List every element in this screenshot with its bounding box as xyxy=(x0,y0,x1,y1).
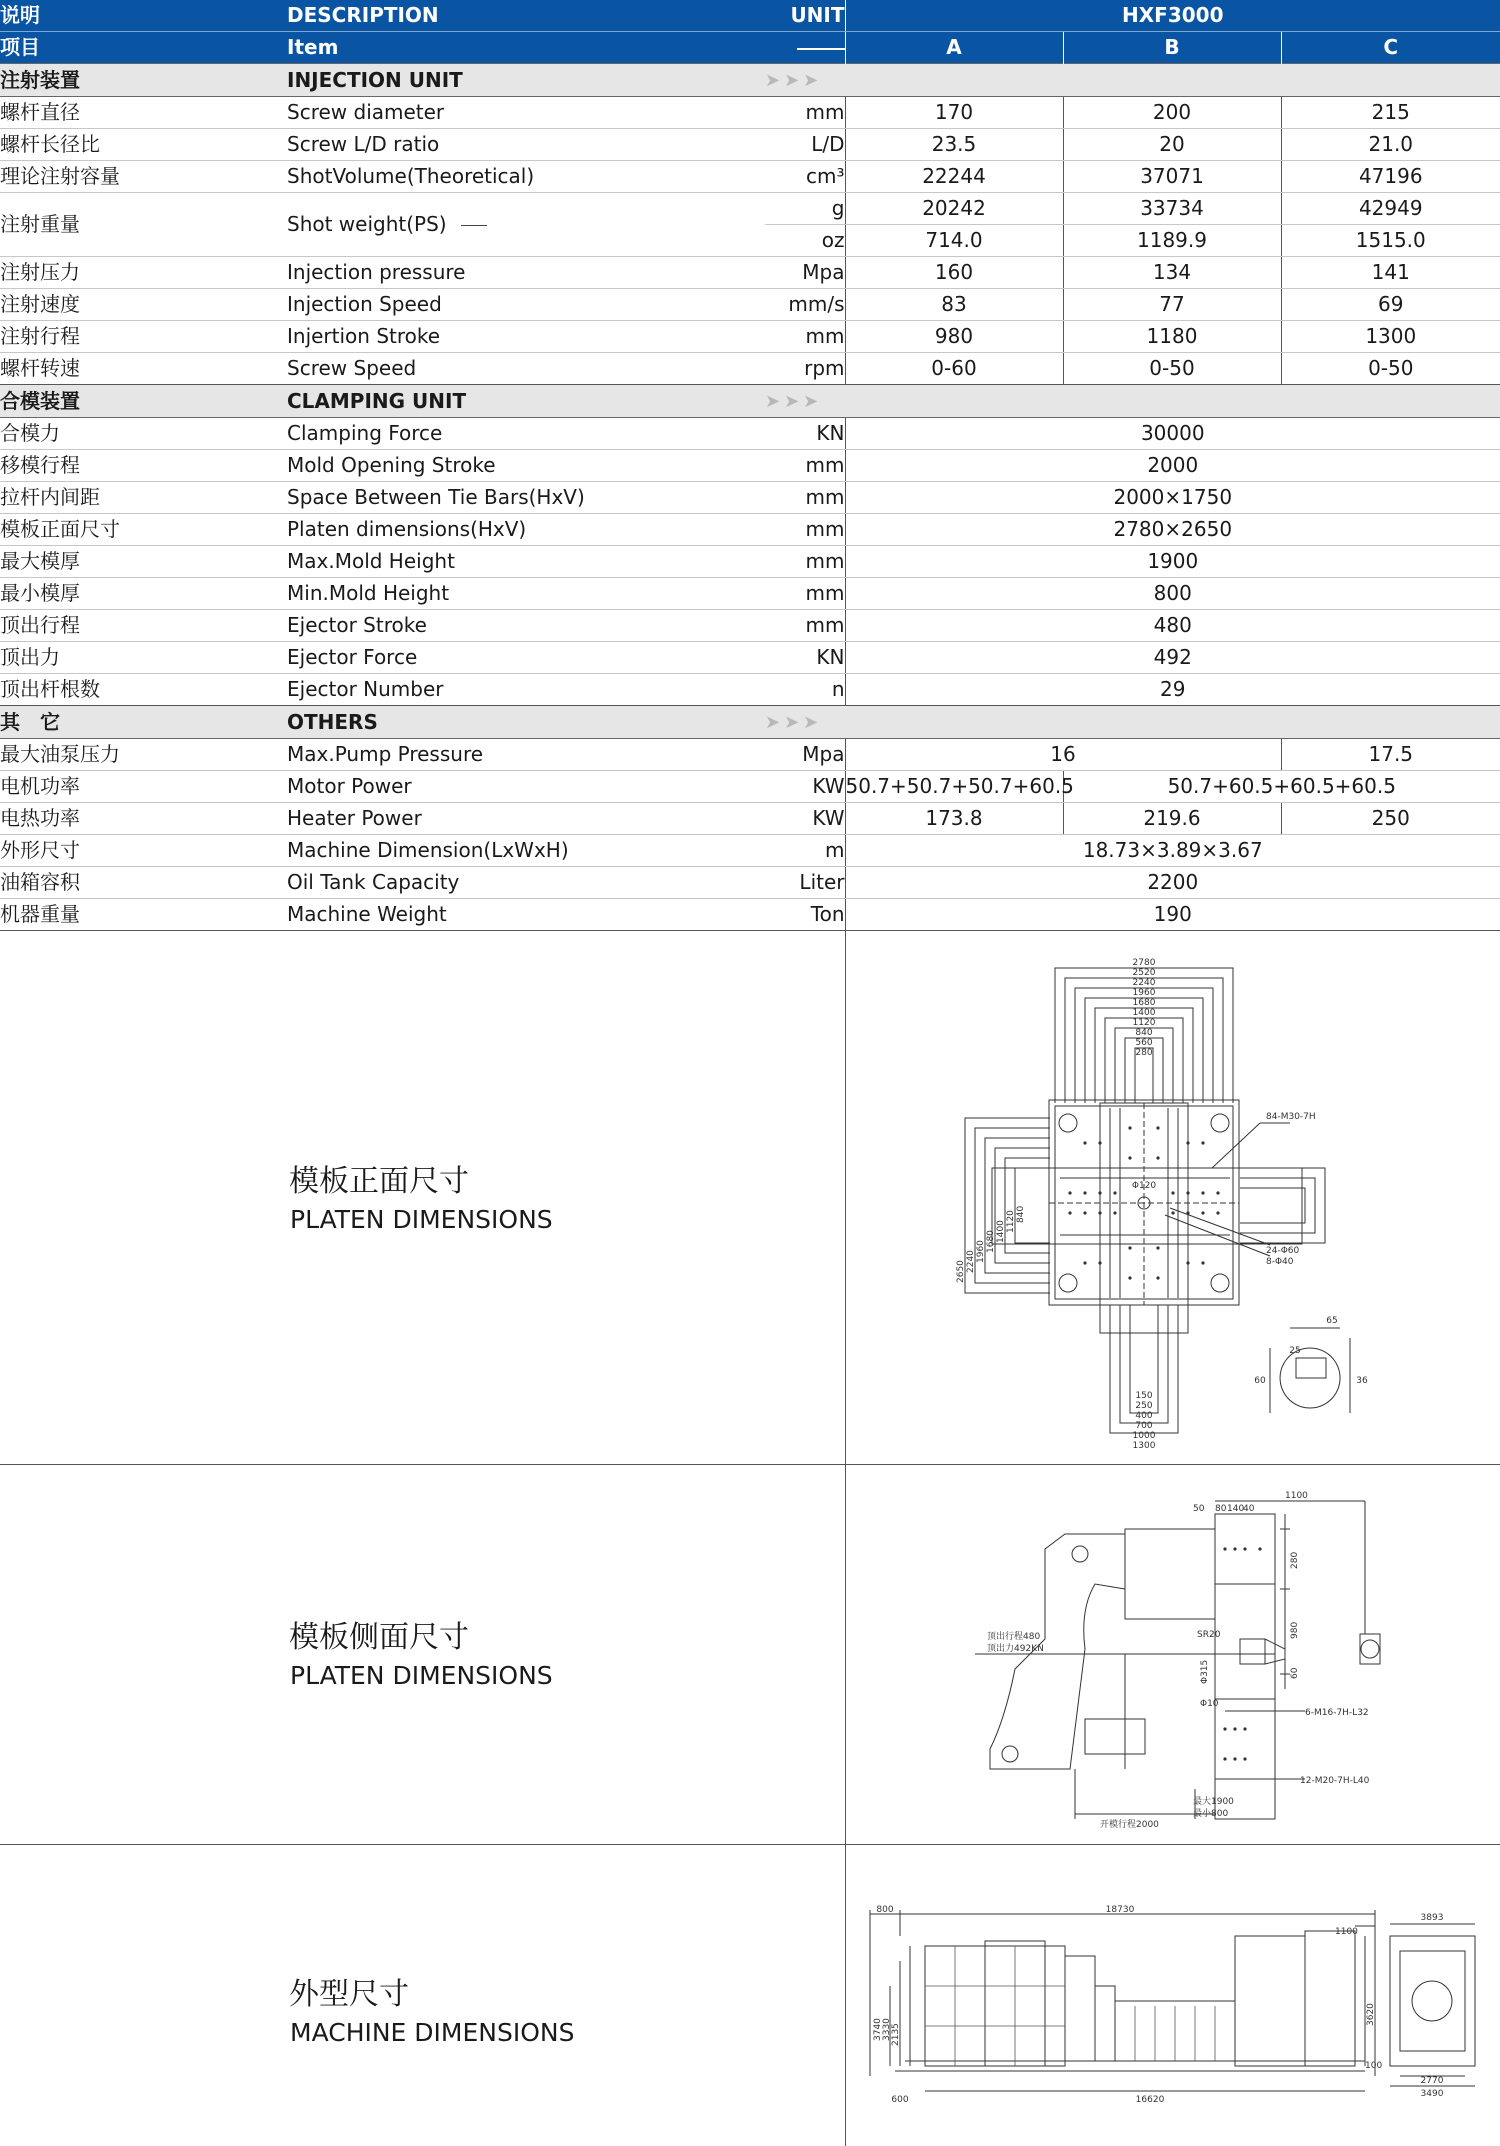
value-all: 29 xyxy=(845,674,1500,706)
row-en: ShotVolume(Theoretical) xyxy=(287,161,765,193)
dim-label: 3893 xyxy=(1420,1913,1444,1923)
dim-label: 36 xyxy=(1356,1376,1368,1386)
row-cn: 螺杆转速 xyxy=(0,353,287,385)
dim-label: 150 xyxy=(1135,1391,1153,1401)
table-row xyxy=(0,899,1500,931)
header-col-a: A xyxy=(845,32,1063,64)
row-unit: mm/s xyxy=(765,289,845,321)
section-arrows xyxy=(765,385,845,418)
value-b: 200 xyxy=(1063,97,1281,129)
value-a: 20242 xyxy=(845,193,1063,225)
section-arrows xyxy=(765,64,845,97)
value-all: 2200 xyxy=(845,867,1500,899)
table-row xyxy=(0,546,1500,578)
row-en: Ejector Number xyxy=(287,674,765,706)
dim-label: 60 xyxy=(1254,1376,1266,1386)
row-unit: mm xyxy=(765,610,845,642)
row-cn: 移模行程 xyxy=(0,450,287,482)
row-en: Heater Power xyxy=(287,803,765,835)
row-cn: 注射行程 xyxy=(0,321,287,353)
value-c: 1300 xyxy=(1281,321,1500,353)
header-model: HXF3000 xyxy=(845,0,1500,32)
value-c: 250 xyxy=(1281,803,1500,835)
section-cn: 注射装置 xyxy=(0,64,287,97)
row-en: Ejector Force xyxy=(287,642,765,674)
row-en: Machine Weight xyxy=(287,899,765,931)
dim-label: 400 xyxy=(1135,1411,1153,1421)
row-en: Screw Speed xyxy=(287,353,765,385)
value-all: 30000 xyxy=(845,418,1500,450)
value-all: 480 xyxy=(845,610,1500,642)
row-unit: KW xyxy=(765,803,845,835)
row-cn: 螺杆直径 xyxy=(0,97,287,129)
dim-label: 2650 xyxy=(956,1260,966,1283)
section-others xyxy=(0,706,1500,739)
dim-label: 840 xyxy=(1135,1028,1153,1038)
table-row xyxy=(0,97,1500,129)
dim-label: 280 xyxy=(1290,1551,1300,1569)
table-row xyxy=(0,321,1500,353)
value-a: 0-60 xyxy=(845,353,1063,385)
row-unit: g xyxy=(765,193,845,225)
machine-drawing xyxy=(865,1906,1485,2106)
dim-label: 80 xyxy=(1215,1504,1227,1514)
dim-label: 560 xyxy=(1135,1038,1153,1048)
row-unit: mm xyxy=(765,321,845,353)
section-arrows xyxy=(765,706,845,739)
dim-label: 140 xyxy=(1227,1504,1245,1514)
value-all: 18.73×3.89×3.67 xyxy=(845,835,1500,867)
row-cn: 最大油泵压力 xyxy=(0,739,287,771)
dim-label: 1120 xyxy=(1006,1210,1016,1233)
header-col-b: B xyxy=(1063,32,1281,64)
row-unit: Mpa xyxy=(765,739,845,771)
dim-label: 840 xyxy=(1016,1205,1026,1223)
row-cn: 外形尺寸 xyxy=(0,835,287,867)
dim-label: 25 xyxy=(1289,1346,1301,1356)
row-cn: 顶出杆根数 xyxy=(0,674,287,706)
dim-label: 250 xyxy=(1135,1401,1153,1411)
row-cn: 注射重量 xyxy=(0,193,287,257)
value-a: 83 xyxy=(845,289,1063,321)
row-en: Shot weight(PS) xyxy=(287,212,447,236)
dim-label: 100 xyxy=(1365,2061,1383,2071)
dim-label: Φ10 xyxy=(1200,1699,1219,1709)
dim-label: 800 xyxy=(876,1905,894,1915)
row-en: Screw diameter xyxy=(287,97,765,129)
dim-label: 最小800 xyxy=(1193,1809,1229,1819)
row-unit: mm xyxy=(765,546,845,578)
dim-label: 24-Φ60 xyxy=(1266,1246,1300,1256)
dim-label: 2770 xyxy=(1420,2076,1444,2086)
table-row xyxy=(0,803,1500,835)
row-en: Ejector Stroke xyxy=(287,610,765,642)
table-row xyxy=(0,289,1500,321)
row-en: Machine Dimension(LxWxH) xyxy=(287,835,765,867)
dim-label: 1100 xyxy=(1335,1927,1358,1937)
row-en-cell xyxy=(287,193,765,257)
table-row xyxy=(0,418,1500,450)
dim-label: 600 xyxy=(891,2095,909,2105)
row-cn: 电热功率 xyxy=(0,803,287,835)
row-en: Screw L/D ratio xyxy=(287,129,765,161)
dim-label: 2520 xyxy=(1132,968,1156,978)
dim-label: 18730 xyxy=(1105,1905,1135,1915)
row-unit: mm xyxy=(765,97,845,129)
spec-table xyxy=(0,0,1500,931)
row-unit: n xyxy=(765,674,845,706)
dim-label: 50 xyxy=(1193,1504,1205,1514)
value-c: 47196 xyxy=(1281,161,1500,193)
row-unit: mm xyxy=(765,514,845,546)
row-unit: mm xyxy=(765,482,845,514)
dim-label: 1680 xyxy=(986,1230,996,1253)
value-a: 160 xyxy=(845,257,1063,289)
dim-label: 1100 xyxy=(1285,1491,1308,1501)
section-clamping xyxy=(0,385,1500,418)
section-en: INJECTION UNIT xyxy=(287,64,765,97)
row-en: Injection pressure xyxy=(287,257,765,289)
table-row xyxy=(0,514,1500,546)
row-unit: rpm xyxy=(765,353,845,385)
row-en: Injection Speed xyxy=(287,289,765,321)
dim-label: 280 xyxy=(1135,1048,1153,1058)
table-row xyxy=(0,610,1500,642)
row-cn: 注射压力 xyxy=(0,257,287,289)
dim-label: 60 xyxy=(1290,1667,1300,1679)
header-cn-item: 项目 xyxy=(0,32,287,64)
section-injection xyxy=(0,64,1500,97)
value-b: 0-50 xyxy=(1063,353,1281,385)
header-col-c: C xyxy=(1281,32,1500,64)
row-cn: 理论注射容量 xyxy=(0,161,287,193)
dim-label: 3330 xyxy=(882,2018,892,2041)
value-b: 1180 xyxy=(1063,321,1281,353)
value-all: 492 xyxy=(845,642,1500,674)
value-a: 173.8 xyxy=(845,803,1063,835)
dash-line xyxy=(797,48,845,50)
row-en: Max.Pump Pressure xyxy=(287,739,765,771)
dim-label: 1400 xyxy=(996,1220,1006,1243)
value-all: 2780×2650 xyxy=(845,514,1500,546)
row-en: Clamping Force xyxy=(287,418,765,450)
dim-label: 2240 xyxy=(1132,978,1156,988)
row-cn: 合模力 xyxy=(0,418,287,450)
platen-side-drawing xyxy=(975,1489,1415,1834)
value-a: 980 xyxy=(845,321,1063,353)
header-unit-dash xyxy=(765,32,845,64)
table-row xyxy=(0,257,1500,289)
row-en: Space Between Tie Bars(HxV) xyxy=(287,482,765,514)
row-en: Motor Power xyxy=(287,771,765,803)
table-row xyxy=(0,482,1500,514)
section-cn: 合模装置 xyxy=(0,385,287,418)
arrow-icons: ➤➤➤ xyxy=(765,391,823,412)
section-cn: 其 它 xyxy=(0,706,287,739)
table-row xyxy=(0,771,1500,803)
dim-label: 3620 xyxy=(1366,2003,1376,2026)
value-a: 714.0 xyxy=(845,225,1063,257)
dim-label: 1120 xyxy=(1132,1018,1156,1028)
dim-label: 3490 xyxy=(1420,2089,1444,2099)
value-b: 20 xyxy=(1063,129,1281,161)
table-row xyxy=(0,835,1500,867)
value-a: 22244 xyxy=(845,161,1063,193)
dim-label: 700 xyxy=(1135,1421,1153,1431)
section-en: CLAMPING UNIT xyxy=(287,385,765,418)
platen-front-panel xyxy=(0,928,1500,1465)
table-row xyxy=(0,578,1500,610)
row-en: Injertion Stroke xyxy=(287,321,765,353)
row-cn: 油箱容积 xyxy=(0,867,287,899)
dim-label: 6-M16-7H-L32 xyxy=(1305,1708,1369,1718)
row-unit: KN xyxy=(765,642,845,674)
dim-label: 980 xyxy=(1290,1621,1300,1639)
row-cn: 顶出行程 xyxy=(0,610,287,642)
value-all: 190 xyxy=(845,899,1500,931)
dim-label: 开模行程2000 xyxy=(1100,1820,1159,1830)
table-row xyxy=(0,739,1500,771)
value-c: 21.0 xyxy=(1281,129,1500,161)
table-row xyxy=(0,867,1500,899)
header-row xyxy=(0,0,1500,32)
dim-label: 84-M30-7H xyxy=(1266,1112,1316,1122)
dim-label: Φ315 xyxy=(1200,1659,1210,1684)
dim-label: 1960 xyxy=(976,1240,986,1263)
row-en: Platen dimensions(HxV) xyxy=(287,514,765,546)
row-cn: 顶出力 xyxy=(0,642,287,674)
dim-label: 1680 xyxy=(1132,998,1156,1008)
value-a: 50.7+50.7+50.7+60.5 xyxy=(845,771,1063,803)
row-unit: oz xyxy=(765,225,845,257)
row-unit: mm xyxy=(765,578,845,610)
value-a: 23.5 xyxy=(845,129,1063,161)
value-a: 170 xyxy=(845,97,1063,129)
platen-side-panel xyxy=(0,1464,1500,1845)
value-all: 2000 xyxy=(845,450,1500,482)
row-cn: 机器重量 xyxy=(0,899,287,931)
value-all: 1900 xyxy=(845,546,1500,578)
panel-title-en: PLATEN DIMENSIONS xyxy=(290,1205,553,1234)
row-en: Min.Mold Height xyxy=(287,578,765,610)
value-c: 42949 xyxy=(1281,193,1500,225)
row-en: Max.Mold Height xyxy=(287,546,765,578)
row-cn: 螺杆长径比 xyxy=(0,129,287,161)
header-cn-label: 说明 xyxy=(0,0,287,32)
value-c: 215 xyxy=(1281,97,1500,129)
row-cn: 拉杆内间距 xyxy=(0,482,287,514)
value-b: 77 xyxy=(1063,289,1281,321)
row-unit: KW xyxy=(765,771,845,803)
value-all: 800 xyxy=(845,578,1500,610)
table-row xyxy=(0,674,1500,706)
header-row-2 xyxy=(0,32,1500,64)
value-b: 134 xyxy=(1063,257,1281,289)
value-b: 37071 xyxy=(1063,161,1281,193)
leader-line xyxy=(461,225,487,226)
row-cn: 最小模厚 xyxy=(0,578,287,610)
value-bc: 50.7+60.5+60.5+60.5 xyxy=(1063,771,1500,803)
dim-label: 3740 xyxy=(873,2018,883,2041)
value-c: 17.5 xyxy=(1281,739,1500,771)
row-cn: 模板正面尺寸 xyxy=(0,514,287,546)
dim-label: 1300 xyxy=(1132,1441,1156,1451)
row-unit: mm xyxy=(765,450,845,482)
dim-label: 2780 xyxy=(1132,958,1156,968)
dim-label: 2240 xyxy=(966,1250,976,1273)
section-en: OTHERS xyxy=(287,706,765,739)
dim-label: 1000 xyxy=(1132,1431,1156,1441)
dim-label: 1400 xyxy=(1132,1008,1156,1018)
dim-label: SR20 xyxy=(1197,1630,1221,1640)
dim-label: 65 xyxy=(1326,1316,1338,1326)
value-c: 69 xyxy=(1281,289,1500,321)
dim-label: 最大1900 xyxy=(1193,1797,1234,1807)
value-b: 33734 xyxy=(1063,193,1281,225)
dim-label: 1960 xyxy=(1132,988,1156,998)
dim-label: 40 xyxy=(1243,1504,1255,1514)
dim-label: 顶出行程480 xyxy=(987,1632,1041,1642)
row-en: Mold Opening Stroke xyxy=(287,450,765,482)
header-item: Item xyxy=(287,32,765,64)
dim-label: 顶出力492KN xyxy=(987,1644,1044,1654)
machine-panel xyxy=(0,1844,1500,2146)
row-unit: m xyxy=(765,835,845,867)
table-row xyxy=(0,129,1500,161)
dim-label: 8-Φ40 xyxy=(1266,1257,1294,1267)
row-unit: Mpa xyxy=(765,257,845,289)
row-unit: Ton xyxy=(765,899,845,931)
table-row xyxy=(0,161,1500,193)
panel-title-cn: 模板正面尺寸 xyxy=(289,1164,469,1199)
value-c: 0-50 xyxy=(1281,353,1500,385)
row-unit: KN xyxy=(765,418,845,450)
value-ab: 16 xyxy=(845,739,1281,771)
header-description: DESCRIPTION xyxy=(287,0,765,32)
value-all: 2000×1750 xyxy=(845,482,1500,514)
arrow-icons: ➤➤➤ xyxy=(765,70,823,91)
dim-label: 2135 xyxy=(891,2023,901,2046)
dim-label: 16620 xyxy=(1135,2095,1165,2105)
panel-title-cn: 模板侧面尺寸 xyxy=(289,1620,469,1655)
platen-front-drawing xyxy=(956,953,1380,1453)
row-cn: 电机功率 xyxy=(0,771,287,803)
table-row-shot-weight-g xyxy=(0,193,1500,225)
dim-label: 12-M20-7H-L40 xyxy=(1300,1776,1370,1786)
arrow-icons: ➤➤➤ xyxy=(765,712,823,733)
table-row xyxy=(0,450,1500,482)
row-unit: L/D xyxy=(765,129,845,161)
panel-title-en: PLATEN DIMENSIONS xyxy=(290,1661,553,1690)
panel-title-en: MACHINE DIMENSIONS xyxy=(290,2018,575,2047)
row-cn: 最大模厚 xyxy=(0,546,287,578)
table-row xyxy=(0,642,1500,674)
row-cn: 注射速度 xyxy=(0,289,287,321)
value-c: 141 xyxy=(1281,257,1500,289)
panel-title-cn: 外型尺寸 xyxy=(289,1977,409,2012)
table-row xyxy=(0,353,1500,385)
value-b: 219.6 xyxy=(1063,803,1281,835)
value-c: 1515.0 xyxy=(1281,225,1500,257)
row-en: Oil Tank Capacity xyxy=(287,867,765,899)
dim-label: Φ120 xyxy=(1131,1181,1157,1191)
header-unit: UNIT xyxy=(765,0,845,32)
row-unit: cm³ xyxy=(765,161,845,193)
value-b: 1189.9 xyxy=(1063,225,1281,257)
row-unit: Liter xyxy=(765,867,845,899)
